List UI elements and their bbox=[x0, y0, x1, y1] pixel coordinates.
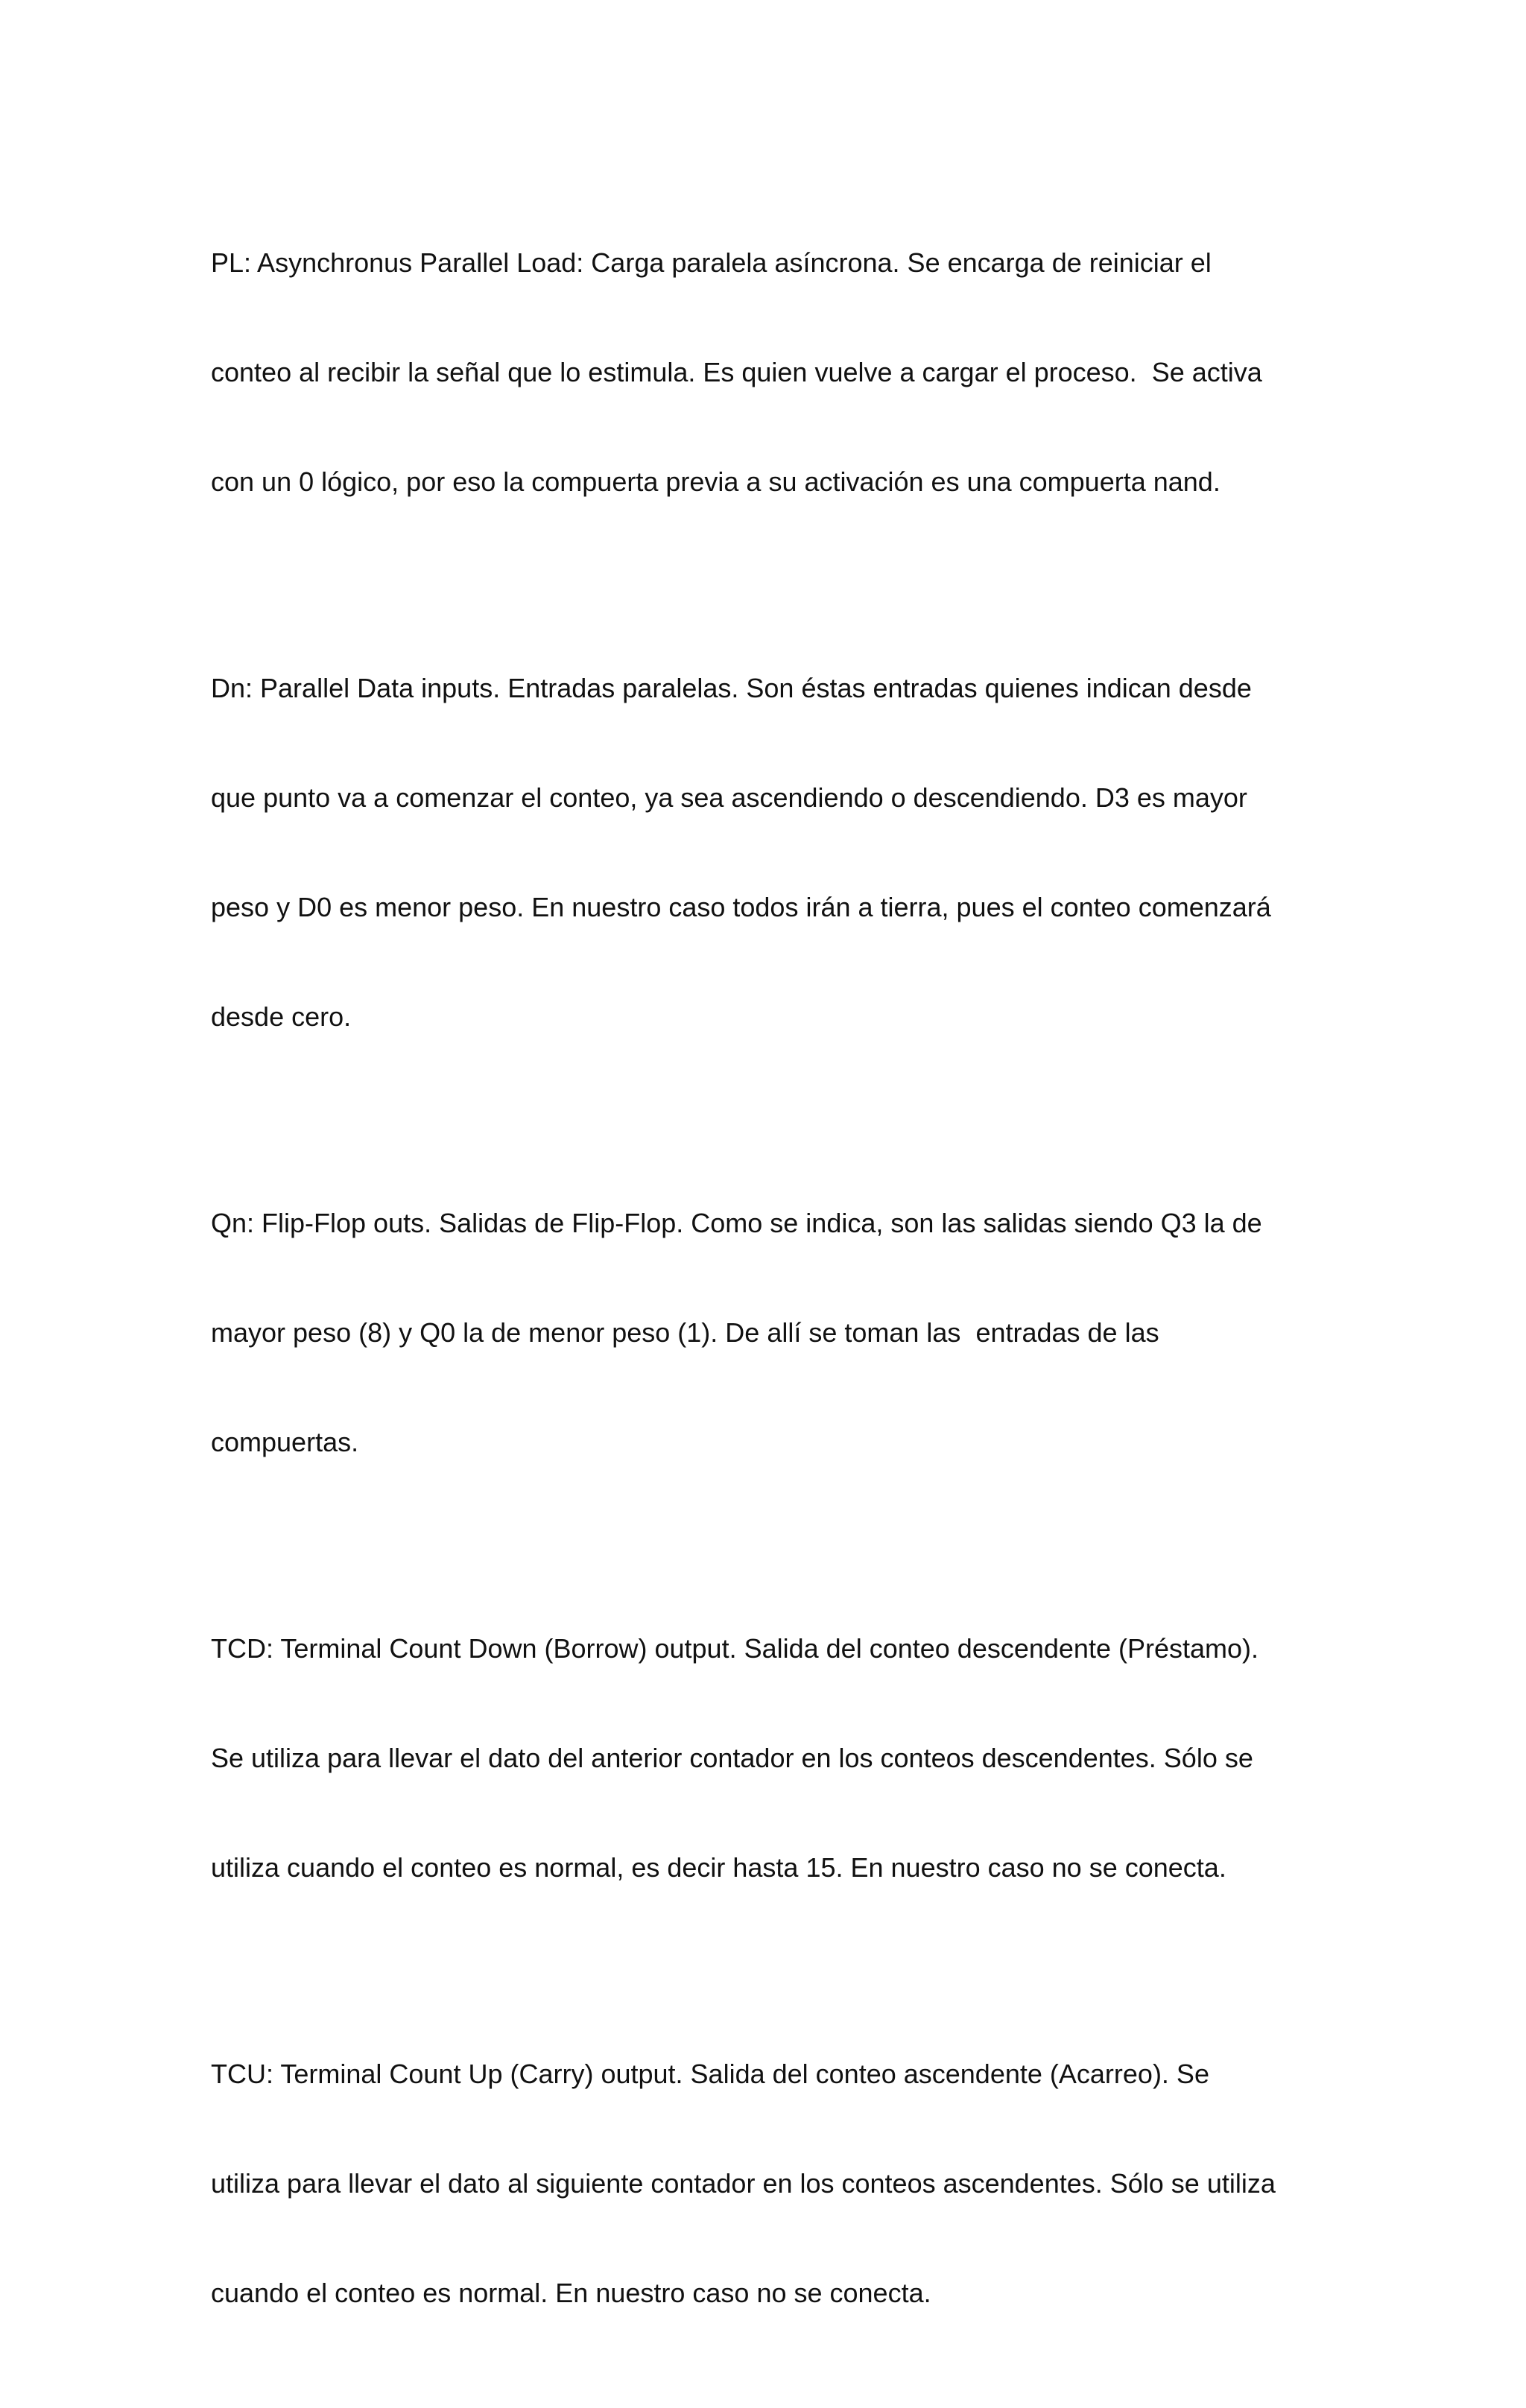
text-line: utiliza cuando el conteo es normal, es decir hasta 15. En nuestro caso no se conecta. bbox=[211, 1852, 1226, 1883]
text-line: mayor peso (8) y Q0 la de menor peso (1). De allí se toman las entradas de las bbox=[211, 1317, 1159, 1348]
text-line: PL: Asynchronus Parallel Load: Carga paralela asíncrona. Se encarga de reiniciar el bbox=[211, 247, 1212, 278]
text-line: compuertas. bbox=[211, 1427, 359, 1457]
text-line: con un 0 lógico, por eso la compuerta previa a su activación es una compuerta nand. bbox=[211, 466, 1221, 497]
paragraph-dn bbox=[211, 597, 1329, 1108]
text-line: desde cero. bbox=[211, 1001, 352, 1032]
paragraph-tcd bbox=[211, 1557, 1329, 1959]
text-line: utiliza para llevar el dato al siguiente contador en los conteos ascendentes. Sólo se utiliza bbox=[211, 2168, 1276, 2199]
text-line: Dn: Parallel Data inputs. Entradas paralelas. Son éstas entradas quienes indican desde bbox=[211, 673, 1252, 703]
text-line: Qn: Flip-Flop outs. Salidas de Flip-Flop. Como se indica, son las salidas siendo Q3 la de bbox=[211, 1208, 1262, 1238]
text-line: Se utiliza para llevar el dato del anterior contador en los conteos descendentes. Sólo se bbox=[211, 1743, 1253, 1773]
paragraph-qn bbox=[211, 1132, 1329, 1533]
text-line: que punto va a comenzar el conteo, ya sea ascendiendo o descendiendo. D3 es mayor bbox=[211, 782, 1247, 813]
text-line: TCU: Terminal Count Up (Carry) output. Salida del conteo ascendente (Acarreo). Se bbox=[211, 2059, 1209, 2089]
paragraph-tcu bbox=[211, 1983, 1329, 2384]
text-line: TCD: Terminal Count Down (Borrow) output. Salida del conteo descendente (Préstamo). bbox=[211, 1633, 1259, 1664]
text-line: cuando el conteo es normal. En nuestro caso no se conecta. bbox=[211, 2278, 931, 2308]
text-line: conteo al recibir la señal que lo estimula. Es quien vuelve a cargar el proceso. Se activa bbox=[211, 357, 1262, 387]
text-line: peso y D0 es menor peso. En nuestro caso todos irán a tierra, pues el conteo comenzará bbox=[211, 892, 1271, 922]
document-body bbox=[211, 171, 1329, 2408]
paragraph-pl bbox=[211, 171, 1329, 573]
